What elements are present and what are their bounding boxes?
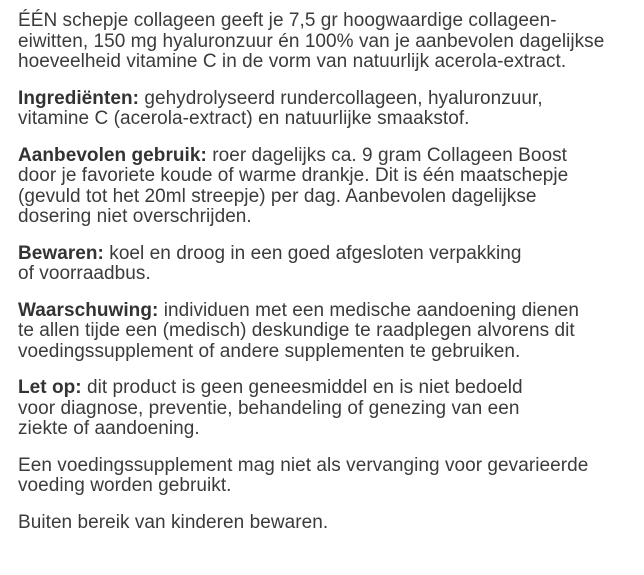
usage-label: Aanbevolen gebruik:	[18, 144, 207, 166]
intro-paragraph	[18, 11, 640, 73]
note-label: Let op:	[18, 377, 82, 398]
usage-text: roer dagelijks ca. 9 gram Collageen Boost door je favoriete koude of warme drankje. Dit is één maatschepje (gevuld tot het 20ml streepje) per dag. Aanbevolen dagelijkse dosering niet overschrijden.	[18, 144, 569, 227]
warning-text: individuen met een medische aandoening dienen te allen tijde een (medisch) deskundige te raadplegen alvorens dit voedingssupplement of andere supplementen te gebruiken.	[18, 299, 579, 362]
ingredients-paragraph	[18, 89, 640, 130]
note-text: dit product is geen geneesmiddel en is niet bedoeld voor diagnose, preventie, behandeling of genezing van een ziekte of aandoening.	[18, 377, 523, 439]
children-paragraph	[18, 513, 640, 534]
ingredients-text: gehydrolyseerd rundercollageen, hyaluronzuur, vitamine C (acerola-extract) en natuurlijke smaakstof.	[18, 87, 543, 129]
note-paragraph	[18, 378, 640, 440]
warning-label: Waarschuwing:	[18, 299, 159, 321]
product-description	[18, 11, 640, 549]
supplement-paragraph	[18, 456, 640, 497]
supplement-text: Een voedingssupplement mag niet als vervanging voor gevarieerde voeding worden gebruikt.	[18, 454, 589, 496]
storage-paragraph	[18, 244, 640, 285]
storage-text: koel en droog in een goed afgesloten verpakking of voorraadbus.	[18, 242, 522, 284]
warning-paragraph	[18, 301, 640, 363]
children-text: Buiten bereik van kinderen bewaren.	[18, 511, 329, 533]
ingredients-label: Ingrediënten:	[18, 87, 139, 109]
usage-paragraph	[18, 146, 640, 228]
paragraph-text: ÉÉN schepje collageen geeft je 7,5 gr hoogwaardige collageen- eiwitten, 150 mg hyaluronzuur én 100% van je aanbevolen dagelijkse hoeveelheid vitamine C in de vorm van natuurlijk acerola-extract.	[18, 10, 605, 72]
storage-label: Bewaren:	[18, 242, 104, 264]
